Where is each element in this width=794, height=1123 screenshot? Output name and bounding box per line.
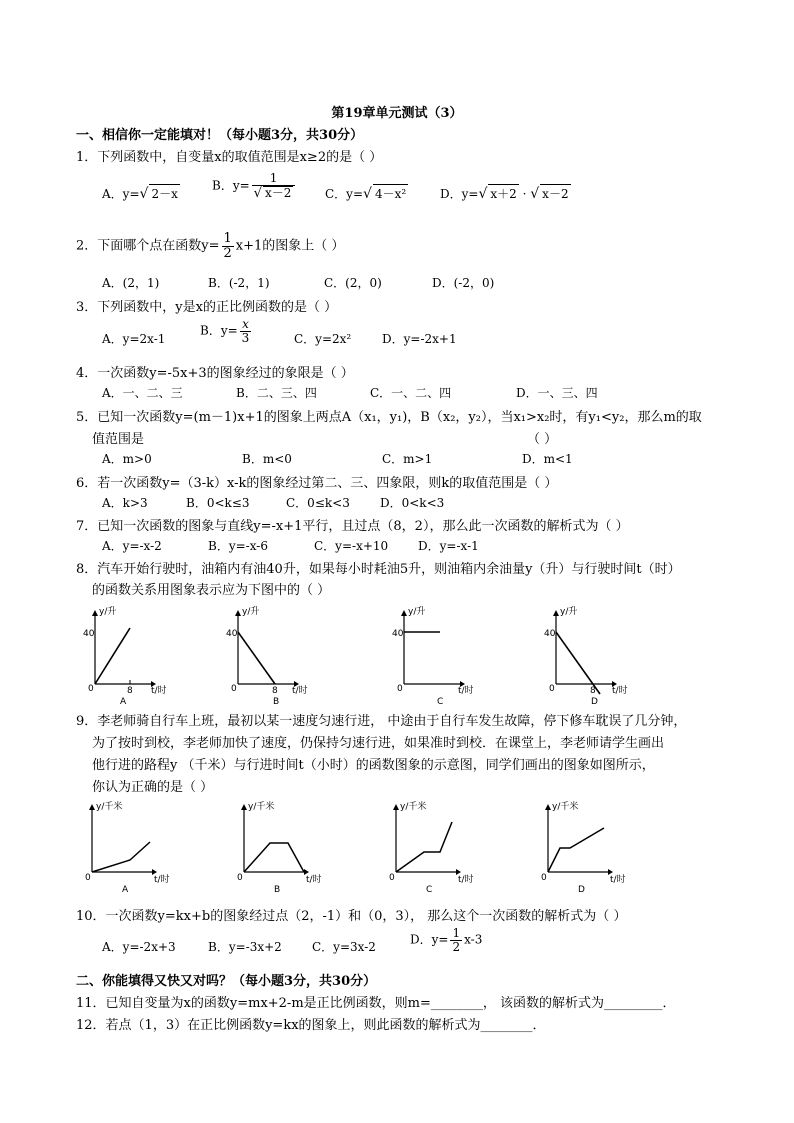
origin-label: 0 xyxy=(397,684,403,694)
y-tick-label: 40 xyxy=(83,629,95,639)
question-8-line-2: 的函数关系用图象表示应为下图中的（ ） xyxy=(92,583,331,598)
question-5-answer-paren: （ ） xyxy=(527,432,558,447)
question-2-option-c: C．(2，0) xyxy=(324,276,382,290)
question-4-option-a: A．一、二、三 xyxy=(102,386,183,400)
question-4-option-d: D．一、三、四 xyxy=(516,386,598,400)
x-axis-label: t/时 xyxy=(154,875,170,885)
question-7-option-a: A．y=-x-2 xyxy=(102,539,162,553)
question-9-graphs xyxy=(0,796,794,896)
graph-letter: A xyxy=(120,697,127,707)
y-axis-label: y/千米 xyxy=(400,802,427,812)
graph-letter: B xyxy=(273,697,280,707)
graph-letter: C xyxy=(437,697,444,707)
x-axis-label: t/时 xyxy=(458,686,474,696)
q9-graph-a xyxy=(85,800,170,895)
question-11: 11．已知自变量为x的函数y=mx+2-m是正比例函数，则m=________， 该函数的解析式为_________． xyxy=(76,996,676,1011)
question-1-option-b: B．y= $\frac{1}{√ x-2}$ xyxy=(212,172,297,200)
origin-label: 0 xyxy=(237,873,243,883)
question-1-option-d: D．y=√ x＋2 · √ x－2 xyxy=(440,186,569,202)
question-7-option-c: C．y=-x+10 xyxy=(314,539,389,553)
x-tick-label: 8 xyxy=(127,686,133,696)
question-6-option-c: C．0≤k<3 xyxy=(286,496,350,510)
x-axis-label: t/时 xyxy=(612,686,628,696)
question-5-option-b: B．m<0 xyxy=(242,452,292,466)
question-9-line-3: 他行进的路程y （千米）与行进时间t（小时）的函数图象的示意图，同学们画出的图象如图所示， xyxy=(92,758,655,773)
y-axis-label: y/升 xyxy=(242,607,260,617)
q9-graph-d xyxy=(541,800,626,895)
question-1-stem: 1．下列函数中，自变量x的取值范围是x≥2的是（ ） xyxy=(76,150,383,165)
origin-label: 0 xyxy=(88,684,94,694)
question-5-option-a: A．m>0 xyxy=(102,452,152,466)
question-1-option-c: C．y=√ 4－x² xyxy=(325,186,407,202)
question-2-option-b: B．(-2，1) xyxy=(208,276,270,290)
q9-graph-b xyxy=(237,800,322,895)
graph-letter: C xyxy=(426,885,433,895)
x-axis-label: t/时 xyxy=(458,875,474,885)
question-5-option-c: C．m>1 xyxy=(382,452,433,466)
question-10-stem: 10．一次函数y=kx+b的图象经过点（2，-1）和（0，3）， 那么这个一次函数的解析式为（ ） xyxy=(76,909,627,924)
x-tick-label: 8 xyxy=(272,686,278,696)
question-10-option-c: C．y=3x-2 xyxy=(312,940,376,954)
x-axis-label: t/时 xyxy=(151,686,167,696)
question-3-stem: 3．下列函数中，y是x的正比例函数的是（ ） xyxy=(76,300,338,315)
question-4-option-c: C．一、二、四 xyxy=(370,386,452,400)
question-8-graphs xyxy=(0,600,794,708)
question-9-line-2: 为了按时到校，李老师加快了速度，仍保持匀速行进，如果准时到校．在课堂上，李老师请学生画出 xyxy=(92,736,665,751)
q8-graph-d xyxy=(544,605,628,707)
question-6-option-a: A．k>3 xyxy=(102,496,148,510)
section-1-heading: 一、相信你一定能填对！（每小题3分，共30分） xyxy=(76,128,364,143)
origin-label: 0 xyxy=(389,873,395,883)
q8-graph-c xyxy=(392,605,474,707)
question-5-option-d: D．m<1 xyxy=(522,452,573,466)
question-6-stem: 6．若一次函数y=（3-k）x-k的图象经过第二、三、四象限，则k的取值范围是（ ） xyxy=(76,476,558,491)
origin-label: 0 xyxy=(85,873,91,883)
x-axis-label: t/时 xyxy=(610,875,626,885)
q8-graph-b xyxy=(226,605,308,707)
question-9-line-1: 9．李老师骑自行车上班，最初以某一速度匀速行进， 中途由于自行车发生故障，停下修车耽误了几分钟， xyxy=(76,714,687,729)
question-2-stem: 2．下面哪个点在函数y= $\frac{1}{2}$ x+1的图象上（ ） xyxy=(76,231,345,261)
question-12: 12．若点（1，3）在正比例函数y=kx的图象上，则此函数的解析式为________． xyxy=(76,1018,546,1033)
question-10-option-d: D．y= $\frac{1}{2}$ x-3 xyxy=(410,926,483,954)
question-10-option-a: A．y=-2x+3 xyxy=(102,940,176,954)
question-3-option-a: A．y=2x-1 xyxy=(102,332,166,346)
y-tick-label: 40 xyxy=(226,629,238,639)
question-6-option-b: B．0<k≤3 xyxy=(186,496,250,510)
y-tick-label: 40 xyxy=(544,629,556,639)
question-2-option-a: A．(2，1) xyxy=(102,276,160,290)
y-axis-label: y/升 xyxy=(560,607,578,617)
question-4-option-b: B．二、三、四 xyxy=(236,386,317,400)
origin-label: 0 xyxy=(549,684,555,694)
question-7-stem: 7．已知一次函数的图象与直线y=-x+1平行，且过点（8，2），那么此一次函数的解析式为（ ） xyxy=(76,519,629,534)
section-2-heading: 二、你能填得又快又对吗？（每小题3分，共30分） xyxy=(76,974,377,989)
question-2-option-d: D．(-2，0) xyxy=(432,276,495,290)
graph-letter: B xyxy=(274,885,281,895)
y-axis-label: y/千米 xyxy=(96,802,123,812)
x-axis-label: t/时 xyxy=(306,875,322,885)
y-axis-label: y/千米 xyxy=(552,802,579,812)
y-axis-label: y/千米 xyxy=(248,802,275,812)
question-5-line-1: 5．已知一次函数y=(m－1)x+1的图象上两点A（x₁，y₁)，B（x₂，y₂），当x₁>x₂时，有y₁<y₂，那么m的取 xyxy=(76,410,702,425)
origin-label: 0 xyxy=(541,873,547,883)
graph-letter: A xyxy=(122,885,129,895)
graph-letter: D xyxy=(591,697,598,707)
q9-graph-c xyxy=(389,800,474,895)
y-axis-label: y/升 xyxy=(99,607,117,617)
x-tick-label: 8 xyxy=(590,686,596,696)
question-7-option-d: D．y=-x-1 xyxy=(418,539,479,553)
question-3-option-b: B．y= $\frac{x}{3}$ xyxy=(200,317,250,345)
question-8-line-1: 8．汽车开始行驶时，油箱内有油40升，如果每小时耗油5升，则油箱内余油量y（升）与行驶时间t（时） xyxy=(76,562,681,577)
question-7-option-b: B．y=-x-6 xyxy=(208,539,268,553)
x-axis-label: t/时 xyxy=(292,686,308,696)
y-axis-label: y/升 xyxy=(408,607,426,617)
graph-letter: D xyxy=(578,885,585,895)
question-3-option-d: D．y=-2x+1 xyxy=(382,332,457,346)
question-9-line-4: 你认为正确的是（ ） xyxy=(92,780,214,795)
page-title: 第19章单元测试（3） xyxy=(331,106,463,121)
question-5-line-2: 值范围是 xyxy=(92,432,145,447)
question-1-option-a: A．y=√ 2－x xyxy=(102,186,178,202)
q8-graph-a xyxy=(83,605,167,707)
question-6-option-d: D．0<k<3 xyxy=(380,496,445,510)
question-10-option-b: B．y=-3x+2 xyxy=(208,940,282,954)
y-tick-label: 40 xyxy=(392,629,404,639)
origin-label: 0 xyxy=(231,684,237,694)
question-3-option-c: C．y=2x² xyxy=(294,332,352,346)
question-4-stem: 4．一次函数y=-5x+3的图象经过的象限是（ ） xyxy=(76,366,354,381)
